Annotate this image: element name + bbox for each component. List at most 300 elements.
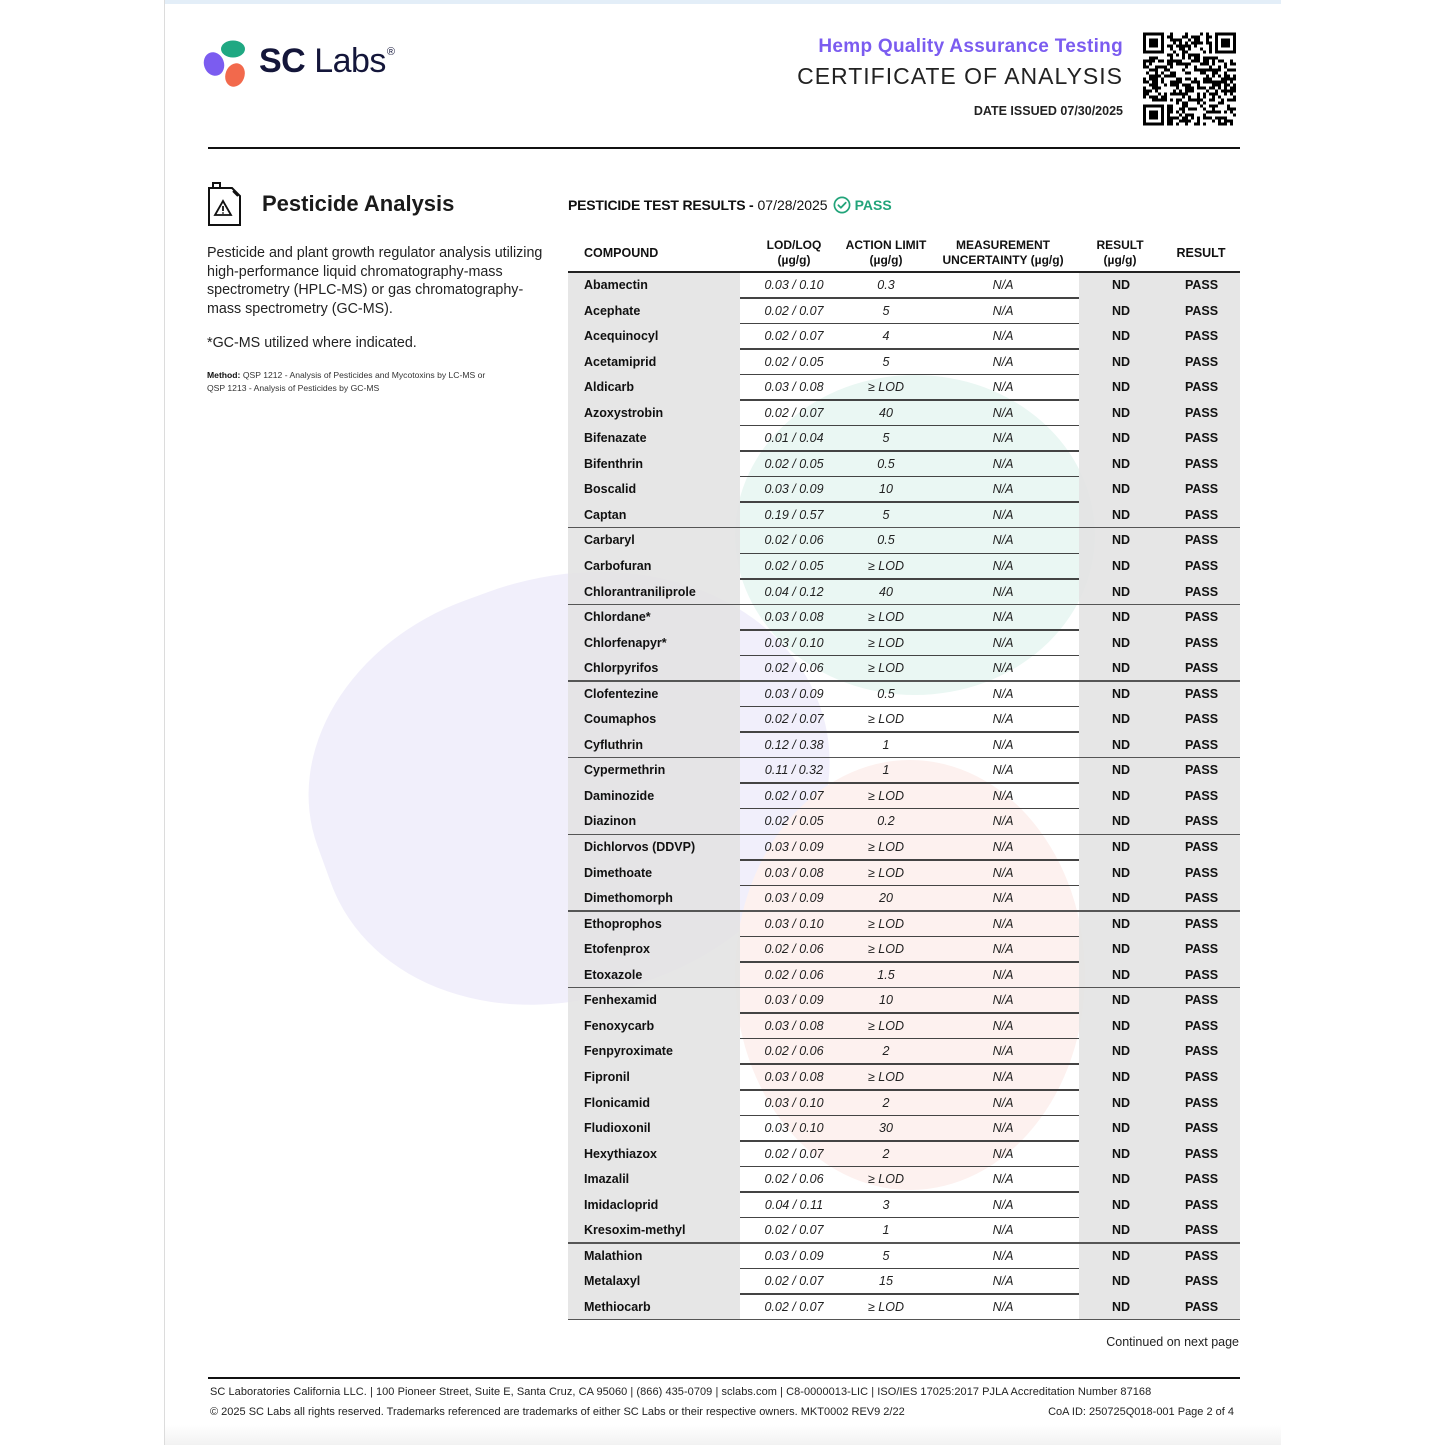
cell-result: PASS	[1163, 554, 1240, 580]
cell-measurement-uncertainty: N/A	[992, 456, 1014, 471]
table-row	[568, 1167, 1240, 1193]
cell-result: PASS	[1163, 1014, 1240, 1040]
table-row	[568, 1039, 1240, 1065]
table-row	[568, 758, 1240, 784]
cell-compound: Fenhexamid	[568, 988, 740, 1014]
row-values	[740, 1167, 1079, 1193]
cell-measurement-uncertainty: N/A	[992, 993, 1014, 1008]
cell-action-limit: 1	[882, 737, 890, 752]
row-values	[740, 1116, 1079, 1142]
cell-result: PASS	[1163, 809, 1240, 835]
footer-address: SC Laboratories California LLC. | 100 Pioneer Street, Suite E, Santa Cruz, CA 95060 | (866) 435-0709 | sclabs.com | C8-0000013-LIC | ISO/IES 17025:2017 PJLA Accreditation Number 87168	[210, 1386, 1152, 1398]
cell-measurement-uncertainty: N/A	[992, 1069, 1014, 1084]
row-values	[740, 324, 1079, 350]
col-action-limit	[836, 238, 936, 268]
cell-lod-loq: 0.02 / 0.07	[764, 712, 824, 727]
cell-result-value: ND	[1079, 886, 1163, 912]
cell-result: PASS	[1163, 835, 1240, 861]
table-row	[568, 375, 1240, 401]
cell-measurement-uncertainty: N/A	[992, 712, 1014, 727]
cell-result-value: ND	[1079, 1142, 1163, 1168]
cell-result-value: ND	[1079, 784, 1163, 810]
cell-result-value: ND	[1079, 809, 1163, 835]
cell-compound: Bifenazate	[568, 426, 740, 452]
cell-result: PASS	[1163, 426, 1240, 452]
cell-compound: Bifenthrin	[568, 452, 740, 478]
cell-result: PASS	[1163, 988, 1240, 1014]
cell-compound: Etofenprox	[568, 937, 740, 963]
cell-action-limit: 1	[882, 763, 890, 778]
cell-result: PASS	[1163, 375, 1240, 401]
cell-action-limit: ≥ LOD	[867, 840, 905, 855]
cell-lod-loq: 0.03 / 0.10	[764, 916, 824, 931]
cell-action-limit: ≥ LOD	[867, 942, 905, 957]
cell-result-value: ND	[1079, 631, 1163, 657]
cell-compound: Fludioxonil	[568, 1116, 740, 1142]
cell-measurement-uncertainty: N/A	[992, 737, 1014, 752]
cell-measurement-uncertainty: N/A	[992, 1095, 1014, 1110]
cell-compound: Ethoprophos	[568, 912, 740, 938]
cell-action-limit: 0.5	[877, 686, 895, 701]
cell-compound: Kresoxim-methyl	[568, 1218, 740, 1244]
cell-lod-loq: 0.03 / 0.10	[764, 1095, 824, 1110]
cell-measurement-uncertainty: N/A	[992, 431, 1014, 446]
cell-result: PASS	[1163, 1295, 1240, 1321]
cell-result-value: ND	[1079, 1039, 1163, 1065]
cell-result: PASS	[1163, 477, 1240, 503]
cell-action-limit: 4	[882, 329, 890, 344]
cell-result-value: ND	[1079, 656, 1163, 682]
cell-compound: Etoxazole	[568, 963, 740, 989]
cell-compound: Acequinocyl	[568, 324, 740, 350]
cell-lod-loq: 0.02 / 0.06	[764, 533, 824, 548]
cell-result-value: ND	[1079, 1218, 1163, 1244]
cell-compound: Methiocarb	[568, 1295, 740, 1321]
cell-result-value: ND	[1079, 401, 1163, 427]
row-values	[740, 733, 1079, 759]
section-title: Pesticide Analysis	[262, 191, 455, 216]
cell-result: PASS	[1163, 299, 1240, 325]
cell-result-value: ND	[1079, 324, 1163, 350]
cell-result-value: ND	[1079, 1065, 1163, 1091]
cell-compound: Flonicamid	[568, 1091, 740, 1117]
row-values	[740, 1014, 1079, 1040]
table-row	[568, 1142, 1240, 1168]
row-values	[740, 1065, 1079, 1091]
cell-lod-loq: 0.03 / 0.08	[764, 380, 824, 395]
cell-measurement-uncertainty: N/A	[992, 1274, 1014, 1289]
row-values	[740, 682, 1079, 708]
cell-action-limit: 0.5	[877, 533, 895, 548]
cell-lod-loq: 0.04 / 0.11	[764, 1197, 824, 1212]
cell-result: PASS	[1163, 1039, 1240, 1065]
cell-measurement-uncertainty: N/A	[992, 865, 1014, 880]
cell-action-limit: 0.3	[877, 278, 895, 292]
cell-action-limit: 30	[879, 1121, 893, 1136]
row-values	[740, 1142, 1079, 1168]
table-row	[568, 733, 1240, 759]
cell-result-value: ND	[1079, 426, 1163, 452]
row-values	[740, 784, 1079, 810]
row-values	[740, 1269, 1079, 1295]
row-values	[740, 401, 1079, 427]
footer-coa-id: CoA ID: 250725Q018-001 Page 2 of 4	[1048, 1406, 1234, 1418]
cell-action-limit: 3	[882, 1197, 890, 1212]
overall-status: PASS	[854, 197, 892, 213]
table-row	[568, 988, 1240, 1014]
row-values	[740, 886, 1079, 912]
cell-compound: Imazalil	[568, 1167, 740, 1193]
cell-compound: Fenpyroximate	[568, 1039, 740, 1065]
cell-measurement-uncertainty: N/A	[992, 763, 1014, 778]
cell-lod-loq: 0.02 / 0.06	[764, 1172, 824, 1187]
cell-result: PASS	[1163, 1065, 1240, 1091]
table-row	[568, 324, 1240, 350]
row-values	[740, 1091, 1079, 1117]
logo-mark-icon	[203, 40, 251, 88]
cell-result-value: ND	[1079, 299, 1163, 325]
cell-result: PASS	[1163, 912, 1240, 938]
cell-compound: Cyfluthrin	[568, 733, 740, 759]
cell-result: PASS	[1163, 350, 1240, 376]
cell-lod-loq: 0.12 / 0.38	[764, 737, 824, 752]
table-row	[568, 1116, 1240, 1142]
cell-measurement-uncertainty: N/A	[992, 507, 1014, 522]
cell-compound: Metalaxyl	[568, 1269, 740, 1295]
footer-copyright: © 2025 SC Labs all rights reserved. Trademarks referenced are trademarks of either SC Labs or their respective owners. MKT0002 REV9 2/22	[210, 1406, 905, 1418]
cell-lod-loq: 0.03 / 0.10	[764, 1121, 824, 1136]
cell-measurement-uncertainty: N/A	[992, 1146, 1014, 1161]
cell-lod-loq: 0.02 / 0.07	[764, 788, 824, 803]
page-left-edge	[164, 0, 165, 1445]
cell-result: PASS	[1163, 503, 1240, 529]
cell-result: PASS	[1163, 580, 1240, 606]
method-text: QSP 1212 - Analysis of Pesticides and Mycotoxins by LC-MS or QSP 1213 - Analysis of Pesticides by GC-MS	[207, 370, 486, 393]
cell-result-value: ND	[1079, 1269, 1163, 1295]
cell-lod-loq: 0.03 / 0.08	[764, 610, 824, 625]
cell-result-value: ND	[1079, 605, 1163, 631]
row-values	[740, 861, 1079, 887]
cell-measurement-uncertainty: N/A	[992, 661, 1014, 676]
table-row	[568, 273, 1240, 299]
table-row	[568, 937, 1240, 963]
cell-measurement-uncertainty: N/A	[992, 1121, 1014, 1136]
table-row	[568, 401, 1240, 427]
cell-measurement-uncertainty: N/A	[992, 1044, 1014, 1059]
cell-lod-loq: 0.02 / 0.06	[764, 967, 824, 982]
table-row	[568, 784, 1240, 810]
cell-result: PASS	[1163, 963, 1240, 989]
cell-result: PASS	[1163, 1091, 1240, 1117]
table-row	[568, 503, 1240, 529]
cell-measurement-uncertainty: N/A	[992, 1248, 1014, 1263]
table-row	[568, 682, 1240, 708]
cell-lod-loq: 0.02 / 0.07	[764, 1299, 824, 1314]
cell-lod-loq: 0.02 / 0.06	[764, 661, 824, 676]
cell-lod-loq: 0.02 / 0.07	[764, 329, 824, 344]
cell-result: PASS	[1163, 528, 1240, 554]
cell-measurement-uncertainty: N/A	[992, 1172, 1014, 1187]
qr-code-icon[interactable]	[1143, 32, 1236, 126]
cell-compound: Abamectin	[568, 273, 740, 299]
cell-measurement-uncertainty: N/A	[992, 967, 1014, 982]
cell-result: PASS	[1163, 631, 1240, 657]
cell-lod-loq: 0.02 / 0.07	[764, 1223, 824, 1238]
cell-lod-loq: 0.03 / 0.09	[764, 686, 824, 701]
cell-result: PASS	[1163, 605, 1240, 631]
cell-action-limit: 0.2	[877, 814, 895, 829]
cell-measurement-uncertainty: N/A	[992, 1299, 1014, 1314]
row-values	[740, 528, 1079, 554]
cell-result: PASS	[1163, 656, 1240, 682]
cell-result-value: ND	[1079, 554, 1163, 580]
cell-action-limit: ≥ LOD	[867, 1069, 905, 1084]
logo-labs: Labs	[314, 42, 386, 80]
pesticide-canister-warning-icon	[207, 182, 241, 226]
table-row	[568, 707, 1240, 733]
col-lod-loq-unit: (µg/g)	[777, 253, 811, 267]
table-row	[568, 1065, 1240, 1091]
method-label: Method:	[207, 370, 241, 380]
cell-lod-loq: 0.02 / 0.05	[764, 559, 824, 574]
cell-lod-loq: 0.02 / 0.07	[764, 303, 824, 318]
page-bottom-shadow	[165, 1425, 1281, 1445]
results-date: 07/28/2025	[757, 197, 828, 213]
table-row	[568, 299, 1240, 325]
cell-result-value: ND	[1079, 452, 1163, 478]
row-values	[740, 1244, 1079, 1270]
table-row	[568, 809, 1240, 835]
cell-result: PASS	[1163, 1244, 1240, 1270]
table-row	[568, 350, 1240, 376]
cell-lod-loq: 0.03 / 0.09	[764, 482, 824, 497]
cell-measurement-uncertainty: N/A	[992, 584, 1014, 599]
cell-result: PASS	[1163, 758, 1240, 784]
cell-result: PASS	[1163, 324, 1240, 350]
cell-lod-loq: 0.03 / 0.09	[764, 891, 824, 906]
cell-result-value: ND	[1079, 707, 1163, 733]
cell-action-limit: ≥ LOD	[867, 1172, 905, 1187]
cell-compound: Diazinon	[568, 809, 740, 835]
col-lod-loq-label: LOD/LOQ	[766, 238, 822, 252]
cell-compound: Chlorfenapyr*	[568, 631, 740, 657]
cell-result: PASS	[1163, 1142, 1240, 1168]
cell-result-value: ND	[1079, 1193, 1163, 1219]
registered-mark: ®	[386, 46, 395, 58]
cell-compound: Clofentezine	[568, 682, 740, 708]
cell-result-value: ND	[1079, 273, 1163, 299]
col-measurement-uncertainty	[928, 238, 1078, 268]
cell-lod-loq: 0.02 / 0.05	[764, 354, 824, 369]
cell-action-limit: 1	[882, 1223, 890, 1238]
table-row	[568, 605, 1240, 631]
cell-measurement-uncertainty: N/A	[992, 1223, 1014, 1238]
cell-measurement-uncertainty: N/A	[992, 354, 1014, 369]
cell-action-limit: ≥ LOD	[867, 559, 905, 574]
cell-action-limit: 2	[882, 1146, 890, 1161]
method-note	[207, 369, 497, 394]
table-row	[568, 886, 1240, 912]
cell-action-limit: 10	[879, 482, 893, 497]
cell-lod-loq: 0.02 / 0.05	[764, 456, 824, 471]
cell-result: PASS	[1163, 707, 1240, 733]
table-body	[568, 273, 1240, 1320]
row-values	[740, 452, 1079, 478]
row-values	[740, 375, 1079, 401]
cell-measurement-uncertainty: N/A	[992, 788, 1014, 803]
cell-result-value: ND	[1079, 733, 1163, 759]
cell-action-limit: ≥ LOD	[867, 1299, 905, 1314]
cell-measurement-uncertainty: N/A	[992, 610, 1014, 625]
table-row	[568, 1091, 1240, 1117]
cell-action-limit: ≥ LOD	[867, 635, 905, 650]
cell-compound: Chlorantraniliprole	[568, 580, 740, 606]
cell-compound: Carbofuran	[568, 554, 740, 580]
cell-measurement-uncertainty: N/A	[992, 814, 1014, 829]
cell-result: PASS	[1163, 1193, 1240, 1219]
check-circle-icon	[833, 196, 851, 214]
cell-compound: Imidacloprid	[568, 1193, 740, 1219]
cell-compound: Malathion	[568, 1244, 740, 1270]
cell-lod-loq: 0.01 / 0.04	[764, 431, 824, 446]
cell-lod-loq: 0.19 / 0.57	[764, 507, 824, 522]
cell-action-limit: ≥ LOD	[867, 380, 905, 395]
cell-lod-loq: 0.04 / 0.12	[764, 584, 824, 599]
cell-action-limit: ≥ LOD	[867, 610, 905, 625]
table-row	[568, 835, 1240, 861]
pesticide-results-table	[568, 232, 1240, 1320]
cell-compound: Cypermethrin	[568, 758, 740, 784]
row-values	[740, 963, 1079, 989]
cell-compound: Aldicarb	[568, 375, 740, 401]
table-row	[568, 528, 1240, 554]
cell-result-value: ND	[1079, 1014, 1163, 1040]
cell-action-limit: 5	[882, 507, 890, 522]
cell-action-limit: 20	[879, 891, 893, 906]
row-values	[740, 503, 1079, 529]
sc-labs-logo	[203, 40, 443, 90]
cell-result-value: ND	[1079, 1244, 1163, 1270]
cell-result-value: ND	[1079, 861, 1163, 887]
document-title: CERTIFICATE OF ANALYSIS	[797, 63, 1123, 89]
cell-result: PASS	[1163, 886, 1240, 912]
cell-action-limit: 1.5	[877, 967, 895, 982]
col-result-value-unit: (µg/g)	[1103, 253, 1137, 267]
cell-lod-loq: 0.02 / 0.06	[764, 1044, 824, 1059]
document-header	[797, 36, 1123, 118]
row-values	[740, 554, 1079, 580]
cell-measurement-uncertainty: N/A	[992, 405, 1014, 420]
cell-measurement-uncertainty: N/A	[992, 942, 1014, 957]
cell-result: PASS	[1163, 1218, 1240, 1244]
row-values	[740, 1193, 1079, 1219]
row-values	[740, 656, 1079, 682]
cell-measurement-uncertainty: N/A	[992, 686, 1014, 701]
cell-measurement-uncertainty: N/A	[992, 891, 1014, 906]
row-values	[740, 426, 1079, 452]
cell-compound: Chlordane*	[568, 605, 740, 631]
cell-measurement-uncertainty: N/A	[992, 278, 1014, 292]
cell-measurement-uncertainty: N/A	[992, 559, 1014, 574]
cell-result-value: ND	[1079, 1167, 1163, 1193]
row-values	[740, 758, 1079, 784]
cell-compound: Dimethoate	[568, 861, 740, 887]
table-row	[568, 861, 1240, 887]
cell-result-value: ND	[1079, 580, 1163, 606]
cell-result-value: ND	[1079, 912, 1163, 938]
cell-compound: Dichlorvos (DDVP)	[568, 835, 740, 861]
cell-action-limit: ≥ LOD	[867, 788, 905, 803]
gc-ms-note: *GC-MS utilized where indicated.	[207, 335, 417, 351]
logo-wordmark	[259, 42, 395, 81]
cell-result: PASS	[1163, 733, 1240, 759]
cell-measurement-uncertainty: N/A	[992, 635, 1014, 650]
cell-action-limit: 2	[882, 1095, 890, 1110]
col-mu-label: MEASUREMENT	[955, 238, 1050, 252]
row-values	[740, 1039, 1079, 1065]
col-action-limit-label: ACTION LIMIT	[845, 238, 927, 252]
cell-lod-loq: 0.03 / 0.10	[764, 635, 824, 650]
row-values	[740, 631, 1079, 657]
row-values	[740, 912, 1079, 938]
row-values	[740, 707, 1079, 733]
cell-result-value: ND	[1079, 1091, 1163, 1117]
row-values	[740, 1218, 1079, 1244]
table-row	[568, 580, 1240, 606]
footer-divider	[208, 1377, 1240, 1379]
cell-measurement-uncertainty: N/A	[992, 1197, 1014, 1212]
cell-result: PASS	[1163, 861, 1240, 887]
cell-lod-loq: 0.03 / 0.08	[764, 865, 824, 880]
cell-action-limit: 40	[879, 405, 893, 420]
header-divider	[208, 147, 1240, 149]
row-values	[740, 605, 1079, 631]
cell-action-limit: ≥ LOD	[867, 865, 905, 880]
cell-action-limit: 5	[882, 431, 890, 446]
logo-sc: SC	[259, 42, 306, 80]
cell-compound: Coumaphos	[568, 707, 740, 733]
cell-lod-loq: 0.02 / 0.05	[764, 814, 824, 829]
cell-compound: Acephate	[568, 299, 740, 325]
table-row	[568, 656, 1240, 682]
cell-result-value: ND	[1079, 503, 1163, 529]
col-result-value-label: RESULT	[1096, 238, 1144, 252]
cell-result: PASS	[1163, 1167, 1240, 1193]
table-row	[568, 452, 1240, 478]
row-values	[740, 937, 1079, 963]
row-values	[740, 809, 1079, 835]
cell-measurement-uncertainty: N/A	[992, 482, 1014, 497]
cell-compound: Fipronil	[568, 1065, 740, 1091]
table-row	[568, 1295, 1240, 1321]
cell-measurement-uncertainty: N/A	[992, 303, 1014, 318]
cell-measurement-uncertainty: N/A	[992, 533, 1014, 548]
cell-action-limit: 2	[882, 1044, 890, 1059]
cell-compound: Captan	[568, 503, 740, 529]
cell-result: PASS	[1163, 273, 1240, 299]
table-row	[568, 1014, 1240, 1040]
cell-lod-loq: 0.02 / 0.07	[764, 405, 824, 420]
row-values	[740, 299, 1079, 325]
cell-measurement-uncertainty: N/A	[992, 840, 1014, 855]
cell-result-value: ND	[1079, 758, 1163, 784]
cell-result-value: ND	[1079, 375, 1163, 401]
col-result-value	[1078, 238, 1162, 268]
cell-action-limit: 5	[882, 1248, 890, 1263]
col-mu-unit: UNCERTAINTY (µg/g)	[942, 253, 1064, 267]
cell-result: PASS	[1163, 937, 1240, 963]
date-issued: DATE ISSUED 07/30/2025	[973, 104, 1123, 118]
